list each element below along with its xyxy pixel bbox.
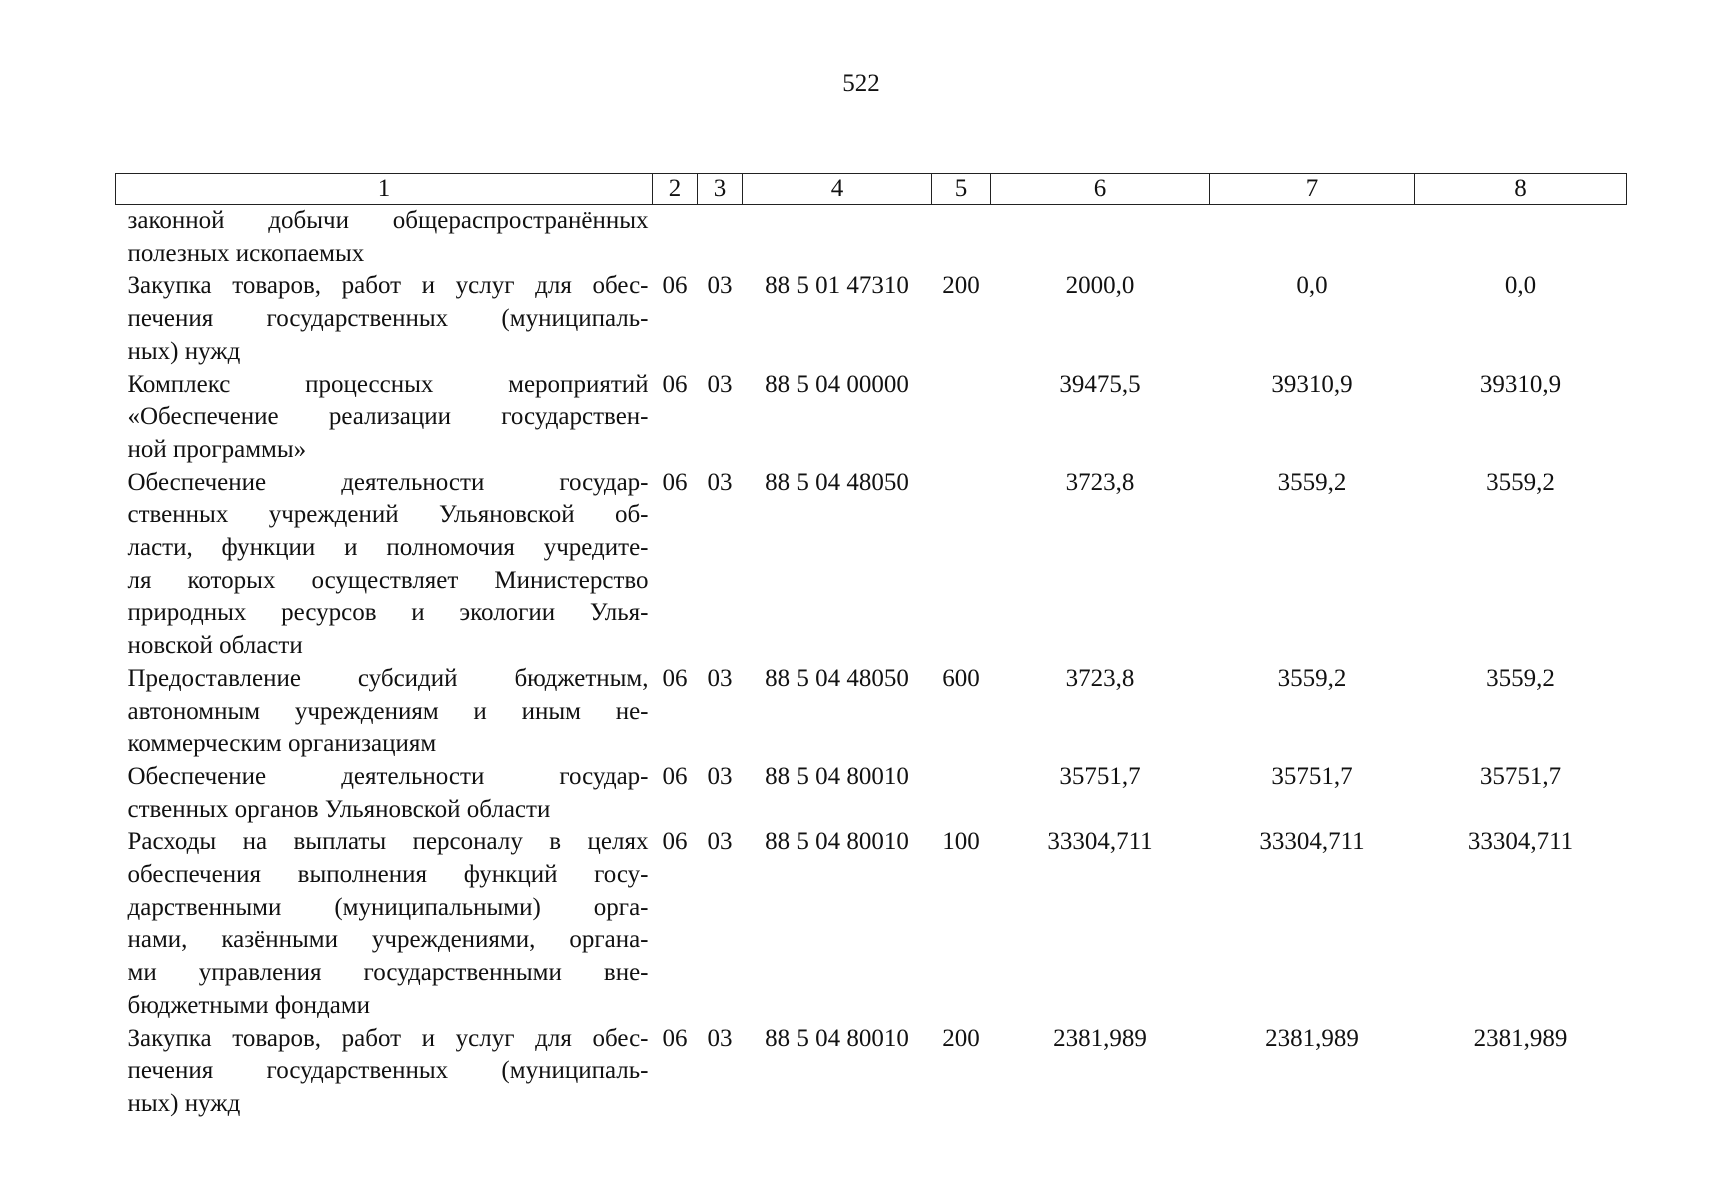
row-description [116,826,653,1022]
table-body [116,205,1627,1121]
section-code: 06 [662,828,688,856]
description-line: коммерческим организациям [127,730,437,758]
header-col-6: 6 [991,174,1210,205]
amount-col-7: 3559,2 [1277,664,1347,692]
amount-col-8: 39310,9 [1479,370,1562,398]
description-line: ных) нужд [127,1089,241,1117]
description-line: ных) нужд [127,337,241,365]
amount-col-8: 2381,989 [1473,1024,1568,1052]
description-line: ной программы» [127,435,307,463]
description-line: «Обеспечение реализации государствен- [127,403,649,431]
subsection-code: 03 [707,664,733,692]
row-description [116,205,653,271]
table-header [116,174,1627,205]
description-line: автономным учреждениям и иным не- [127,697,649,725]
header-col-3: 3 [698,174,743,205]
expense-type-code: 200 [942,272,980,300]
description-line: ми управления государственными вне- [127,959,649,987]
description-line: Предоставление субсидий бюджетным, [127,664,649,692]
table-row [116,369,1627,467]
header-col-7: 7 [1210,174,1415,205]
target-article-code [743,205,932,271]
header-col-5: 5 [932,174,991,205]
table-row [116,467,1627,663]
expense-type-code: 100 [942,828,980,856]
header-col-2: 2 [653,174,698,205]
budget-table-container [115,173,1626,1121]
section-code: 06 [662,762,688,790]
section-code [653,205,698,271]
row-description [116,1023,653,1121]
amount-col-7 [1210,205,1415,271]
amount-col-8: 3559,2 [1486,468,1555,496]
description-line: природных ресурсов и экологии Улья- [127,599,649,627]
expense-type-code [932,761,991,826]
amount-col-6: 33304,711 [1047,828,1153,856]
target-article-code: 88 5 04 48050 [765,468,909,496]
target-article-code: 88 5 04 80010 [765,828,909,856]
target-article-code: 88 5 04 80010 [765,762,909,790]
description-line: Обеспечение деятельности государ- [127,468,649,496]
description-line: ласти, функции и полномочия учредите- [127,534,649,562]
header-col-4: 4 [743,174,932,205]
description-line: дарственными (муниципальными) орга- [127,893,649,921]
subsection-code: 03 [707,828,733,856]
target-article-code: 88 5 04 48050 [765,664,909,692]
section-code: 06 [662,370,688,398]
section-code: 06 [662,664,688,692]
section-code: 06 [662,272,688,300]
description-line: Комплекс процессных мероприятий [127,370,649,398]
amount-col-8: 0,0 [1504,272,1537,300]
description-line: новской области [127,632,303,660]
budget-table [115,173,1627,1121]
row-description [116,369,653,467]
section-code: 06 [662,468,688,496]
description-line: Обеспечение деятельности государ- [127,762,649,790]
amount-col-6: 3723,8 [1065,664,1135,692]
target-article-code: 88 5 01 47310 [765,272,909,300]
subsection-code: 03 [707,272,733,300]
subsection-code: 03 [707,468,733,496]
amount-col-6: 2381,989 [1053,1024,1147,1052]
amount-col-6 [991,205,1210,271]
table-row [116,270,1627,368]
description-line: нами, казёнными учреждениями, органа- [127,926,649,954]
table-row [116,1023,1627,1121]
header-col-8: 8 [1415,174,1627,205]
amount-col-6: 35751,7 [1059,762,1141,790]
expense-type-code: 200 [942,1024,980,1052]
description-line: Закупка товаров, работ и услуг для обес- [127,1024,649,1052]
description-line: полезных ископаемых [127,239,365,267]
target-article-code: 88 5 04 00000 [765,370,909,398]
subsection-code [698,205,743,271]
amount-col-8 [1415,205,1627,271]
table-row [116,663,1627,761]
amount-col-6: 2000,0 [1065,272,1135,300]
expense-type-code [932,369,991,467]
subsection-code: 03 [707,762,733,790]
row-description [116,270,653,368]
description-line: законной добычи общераспространённых [127,207,649,234]
row-description [116,761,653,826]
amount-col-7: 35751,7 [1271,762,1353,790]
description-line: ственных учреждений Ульяновской об- [127,501,649,529]
subsection-code: 03 [707,370,733,398]
amount-col-8: 33304,711 [1467,828,1574,856]
amount-col-7: 0,0 [1296,272,1328,300]
row-description [116,663,653,761]
description-line: ственных органов Ульяновской области [127,795,551,823]
amount-col-7: 3559,2 [1277,468,1347,496]
target-article-code: 88 5 04 80010 [765,1024,909,1052]
amount-col-7: 39310,9 [1271,370,1353,398]
table-row [116,761,1627,826]
expense-type-code: 600 [942,664,980,692]
description-line: печения государственных (муниципаль- [127,1057,649,1085]
amount-col-8: 3559,2 [1486,664,1555,692]
description-line: Закупка товаров, работ и услуг для обес- [127,272,649,300]
expense-type-code [932,205,991,271]
amount-col-7: 2381,989 [1265,1024,1359,1052]
description-line: ля которых осуществляет Министерство [127,566,649,594]
amount-col-7: 33304,711 [1259,828,1365,856]
header-row [116,174,1627,205]
section-code: 06 [662,1024,688,1052]
description-line: Расходы на выплаты персоналу в целях [127,828,649,856]
amount-col-8: 35751,7 [1479,762,1562,790]
row-description [116,467,653,663]
description-line: обеспечения выполнения функций госу- [127,861,649,889]
header-col-1: 1 [116,174,653,205]
page-number: 522 [842,70,880,97]
description-line: бюджетными фондами [127,991,371,1019]
table-row [116,205,1627,271]
table-row [116,826,1627,1022]
subsection-code: 03 [707,1024,733,1052]
amount-col-6: 39475,5 [1059,370,1141,398]
amount-col-6: 3723,8 [1065,468,1135,496]
description-line: печения государственных (муниципаль- [127,305,649,333]
expense-type-code [932,467,991,663]
